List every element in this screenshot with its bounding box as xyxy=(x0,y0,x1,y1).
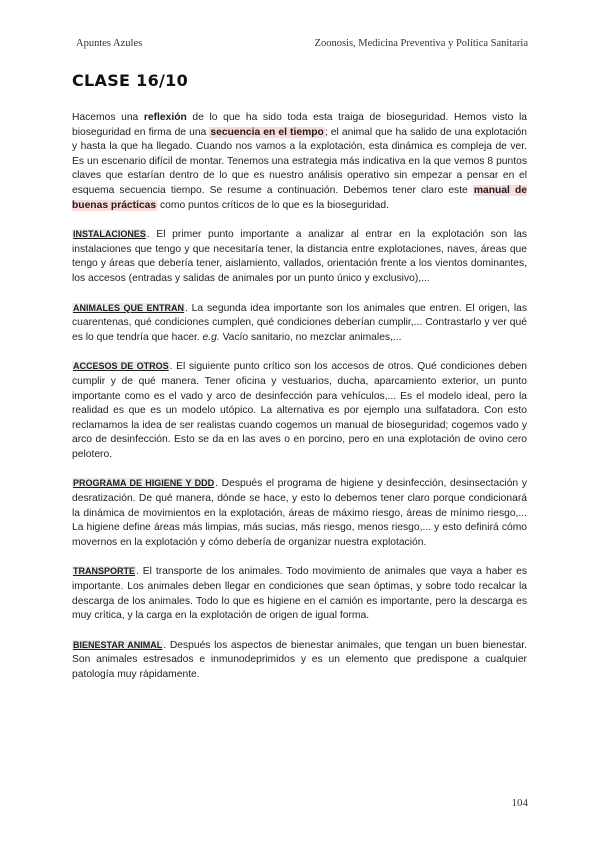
keyword-manual: manual de buenas prácticas xyxy=(72,184,527,211)
header-left: Apuntes Azules xyxy=(76,38,143,49)
page-title: CLASE 16/10 xyxy=(72,71,189,90)
intro-text-2: de lo que ha sido toda esta traiga de bioseguridad. Hemos visto la bioseguridad en firma de una xyxy=(72,112,527,138)
section-bienestar-animal xyxy=(72,638,527,683)
intro-text-3: ; el animal que ha salido de una explotación y hasta la que ha llegado. Cuando nos vamos a la explotación, esta dinámica es compleja de ver. Es un escenario difícil de montar. Tenemos una estrategia más indicativa en la que vemos 8 puntos claves que estarían dentro de lo que es nuestro análisis operativo sin empezar a pensar en el esquema secuencia tiempo. Se resume a continuación. Debemos tener claro este xyxy=(72,126,527,196)
term-bienestar-animal: BIENESTAR ANIMAL xyxy=(73,639,163,650)
section-text: . La segunda idea importante son los animales que entren. El origen, las cuarentenas, qué condiciones cumplen, qué condiciones deberían cumplir,... Contrastarlo y ver qué es lo que tendría que hacer. xyxy=(72,302,527,343)
section-text-2: Vacío sanitario, no mezclar animales,... xyxy=(219,331,402,343)
eg-abbrev: e.g. xyxy=(202,331,220,343)
intro-text-1: Hacemos una xyxy=(72,112,144,123)
section-text: . Después los aspectos de bienestar animales, que tengan un buen bienestar. Son animales estresados e inmunodeprimidos y es un elemento que predispone a cualquier patología muy rápidamente. xyxy=(72,639,527,680)
keyword-secuencia: secuencia en el tiempo xyxy=(210,126,324,138)
term-programa-higiene: PROGRAMA DE HIGIENE Y DDD xyxy=(73,478,215,489)
section-animales-que-entran xyxy=(72,301,527,346)
keyword-reflexion: reflexión xyxy=(143,112,187,123)
section-instalaciones xyxy=(72,227,527,286)
section-text: . El transporte de los animales. Todo movimiento de animales que vaya a haber es importante. Los animales deben llegar en condiciones que sean óptimas, y sobre todo recalcar la descarga de los animales. Todo lo que es higiene en el camión es importante, pero la descarga es muy crítica, y la carga en la explotación de origen de igual forma. xyxy=(72,566,527,622)
section-transporte xyxy=(72,564,527,623)
document-body xyxy=(72,111,527,697)
term-accesos-de-otros: ACCESOS DE OTROS xyxy=(73,361,169,372)
section-text: . El primer punto importante a analizar al entrar en la explotación son las instalaciones que tengo y que necesitaría tener, la distancia entre explotaciones, naves, áreas que tengo y áreas que debería tener, aislamiento, vallados, orientación frente a los vientos dominantes, los accesos (entradas y salidas de animales por un punto único y exclusivo),... xyxy=(72,229,527,284)
intro-paragraph xyxy=(72,111,527,213)
header-right: Zoonosis, Medicina Preventiva y Política Sanitaria xyxy=(314,38,528,49)
section-accesos-de-otros xyxy=(72,359,527,462)
section-text: . El siguiente punto crítico son los accesos de otros. Qué condiciones deben cumplir y de qué manera. Tener oficina y vestuarios, ducha, aparcamiento exterior, un punto importante como es el vado y arco de desinfección para vehículos,... Es el modelo ideal, pero la realidad es que es un modelo utópico. La alternativa es por ejemplo una sulfatadora. Con esto reclamamos la idea de ser realistas cuando cogemos un manual de bioseguridad; cogemos vado y arco de desinfección. Esto se da en las aves o en porcino, pero en una explotación de ovino cero pelotero. xyxy=(72,361,528,460)
term-animales-que-entran: ANIMALES QUE ENTRAN xyxy=(73,302,184,313)
section-text: . Después el programa de higiene y desinfección, desinsectación y desratización. De qué manera, dónde se hace, y esto lo debemos tener claro porque condicionará la dinámica de movimientos en la explotación, áreas de máximo riesgo, áreas de mínimo riesgo,... La higiene define áreas más limpias, más sucias, más riesgo, menos riesgo,... y esto definirá cómo movernos en la explotación y cómo debería de organizar nuestra explotación. xyxy=(72,478,527,548)
page-number: 104 xyxy=(511,797,528,809)
term-instalaciones: INSTALACIONES xyxy=(73,229,146,240)
intro-text-4: como puntos críticos de lo que es la bioseguridad. xyxy=(157,199,389,211)
term-transporte: TRANSPORTE xyxy=(73,566,136,577)
section-programa-higiene xyxy=(72,476,527,550)
